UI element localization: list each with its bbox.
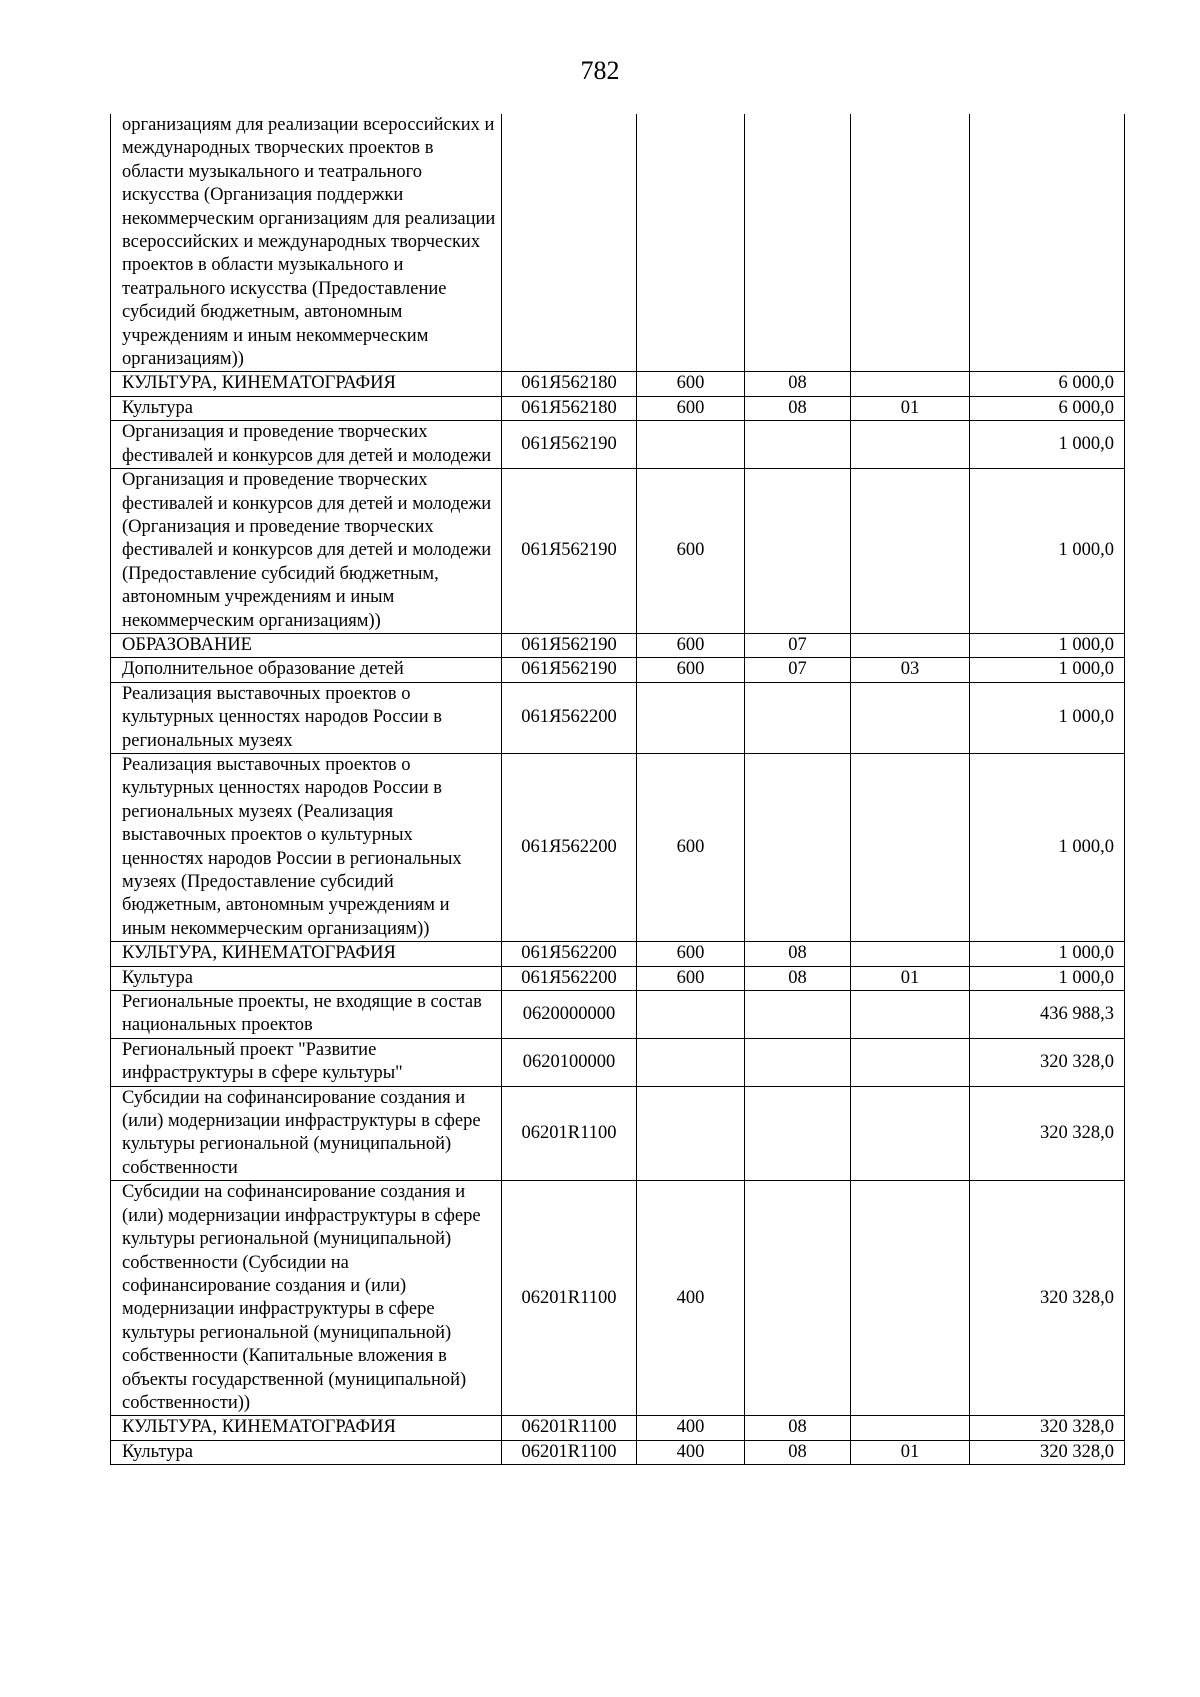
row-name-cell: Региональный проект "Развитие инфраструктуры в сфере культуры" (111, 1038, 502, 1086)
row-amount-cell (970, 114, 1125, 372)
budget-table-body (111, 114, 1125, 1465)
row-section-cell (745, 1038, 851, 1086)
row-code-cell: 061Я562180 (502, 396, 637, 420)
row-subsection-cell: 01 (851, 966, 970, 990)
table-row (111, 469, 1125, 634)
table-row (111, 1086, 1125, 1181)
row-name-cell: Реализация выставочных проектов о культурных ценностях народов России в региональных музеях (111, 682, 502, 753)
row-subsection-cell (851, 372, 970, 396)
row-amount-cell: 320 328,0 (970, 1181, 1125, 1416)
row-amount-cell: 320 328,0 (970, 1038, 1125, 1086)
row-amount-cell: 1 000,0 (970, 753, 1125, 941)
table-row (111, 1038, 1125, 1086)
row-amount-cell: 1 000,0 (970, 421, 1125, 469)
row-amount-cell: 436 988,3 (970, 991, 1125, 1039)
table-row (111, 421, 1125, 469)
row-amount-cell: 320 328,0 (970, 1086, 1125, 1181)
row-section-cell (745, 991, 851, 1039)
row-name-cell: КУЛЬТУРА, КИНЕМАТОГРАФИЯ (111, 372, 502, 396)
row-subsection-cell (851, 753, 970, 941)
row-name-cell: Организация и проведение творческих фестивалей и конкурсов для детей и молодежи (Организация и проведение творческих фестивалей и конкурсов для детей и молодежи (Предоставление субсидий бюджетным, автономным учреждениям и иным некоммерческим организациям)) (111, 469, 502, 634)
row-subsection-cell (851, 1038, 970, 1086)
row-expense-type-cell (637, 114, 745, 372)
row-section-cell (745, 1086, 851, 1181)
table-row (111, 991, 1125, 1039)
row-code-cell: 061Я562190 (502, 421, 637, 469)
row-amount-cell: 320 328,0 (970, 1440, 1125, 1464)
row-amount-cell: 6 000,0 (970, 396, 1125, 420)
row-subsection-cell (851, 1416, 970, 1440)
table-row (111, 753, 1125, 941)
row-section-cell (745, 421, 851, 469)
row-code-cell: 061Я562200 (502, 942, 637, 966)
row-section-cell (745, 469, 851, 634)
row-expense-type-cell (637, 1086, 745, 1181)
row-name-cell: Культура (111, 396, 502, 420)
row-code-cell: 061Я562190 (502, 658, 637, 682)
row-expense-type-cell: 400 (637, 1440, 745, 1464)
row-code-cell: 061Я562200 (502, 753, 637, 941)
row-section-cell (745, 1181, 851, 1416)
row-name-cell: Организация и проведение творческих фестивалей и конкурсов для детей и молодежи (111, 421, 502, 469)
row-code-cell: 061Я562200 (502, 966, 637, 990)
table-row (111, 396, 1125, 420)
row-code-cell: 061Я562190 (502, 469, 637, 634)
row-amount-cell: 320 328,0 (970, 1416, 1125, 1440)
budget-table (110, 114, 1125, 1465)
row-amount-cell: 6 000,0 (970, 372, 1125, 396)
row-code-cell: 0620100000 (502, 1038, 637, 1086)
table-row (111, 682, 1125, 753)
row-subsection-cell: 01 (851, 396, 970, 420)
row-name-cell: Реализация выставочных проектов о культурных ценностях народов России в региональных музеях (Реализация выставочных проектов о культурных ценностях народов России в региональных музеях (Предоставление субсидий бюджетным, автономным учреждениям и иным некоммерческим организациям)) (111, 753, 502, 941)
table-row (111, 966, 1125, 990)
table-row (111, 1416, 1125, 1440)
row-subsection-cell (851, 682, 970, 753)
row-section-cell: 08 (745, 1440, 851, 1464)
row-expense-type-cell (637, 1038, 745, 1086)
row-name-cell: КУЛЬТУРА, КИНЕМАТОГРАФИЯ (111, 942, 502, 966)
row-subsection-cell (851, 1181, 970, 1416)
row-expense-type-cell: 400 (637, 1416, 745, 1440)
row-name-cell: Культура (111, 966, 502, 990)
row-expense-type-cell: 400 (637, 1181, 745, 1416)
row-expense-type-cell (637, 421, 745, 469)
row-section-cell: 08 (745, 1416, 851, 1440)
row-section-cell: 07 (745, 633, 851, 657)
row-subsection-cell (851, 469, 970, 634)
row-name-cell: организациям для реализации всероссийских и международных творческих проектов в области музыкального и театрального искусства (Организация поддержки некоммерческим организациям для реализации всероссийских и международных творческих проектов в области музыкального и театрального искусства (Предоставление субсидий бюджетным, автономным учреждениям и иным некоммерческим организациям)) (111, 114, 502, 372)
row-expense-type-cell: 600 (637, 372, 745, 396)
table-row (111, 633, 1125, 657)
row-amount-cell: 1 000,0 (970, 633, 1125, 657)
row-subsection-cell (851, 421, 970, 469)
row-subsection-cell (851, 633, 970, 657)
row-section-cell: 08 (745, 942, 851, 966)
row-code-cell: 061Я562180 (502, 372, 637, 396)
row-name-cell: Культура (111, 1440, 502, 1464)
row-name-cell: ОБРАЗОВАНИЕ (111, 633, 502, 657)
row-code-cell: 0620000000 (502, 991, 637, 1039)
row-subsection-cell (851, 114, 970, 372)
page-number: 782 (580, 56, 620, 85)
row-amount-cell: 1 000,0 (970, 942, 1125, 966)
row-section-cell (745, 682, 851, 753)
row-section-cell: 08 (745, 966, 851, 990)
row-expense-type-cell: 600 (637, 633, 745, 657)
row-code-cell: 061Я562190 (502, 633, 637, 657)
row-expense-type-cell: 600 (637, 966, 745, 990)
row-name-cell: Региональные проекты, не входящие в состав национальных проектов (111, 991, 502, 1039)
row-name-cell: Дополнительное образование детей (111, 658, 502, 682)
row-name-cell: КУЛЬТУРА, КИНЕМАТОГРАФИЯ (111, 1416, 502, 1440)
table-row (111, 1181, 1125, 1416)
row-section-cell: 08 (745, 372, 851, 396)
row-section-cell: 08 (745, 396, 851, 420)
row-expense-type-cell (637, 991, 745, 1039)
table-row (111, 658, 1125, 682)
row-name-cell: Субсидии на софинансирование создания и (или) модернизации инфраструктуры в сфере культуры региональной (муниципальной) собственности (111, 1086, 502, 1181)
table-row (111, 372, 1125, 396)
row-amount-cell: 1 000,0 (970, 966, 1125, 990)
row-subsection-cell (851, 991, 970, 1039)
row-amount-cell: 1 000,0 (970, 469, 1125, 634)
table-row (111, 942, 1125, 966)
row-section-cell (745, 753, 851, 941)
row-code-cell: 06201R1100 (502, 1440, 637, 1464)
row-code-cell: 061Я562200 (502, 682, 637, 753)
row-expense-type-cell: 600 (637, 658, 745, 682)
row-section-cell: 07 (745, 658, 851, 682)
row-code-cell: 06201R1100 (502, 1416, 637, 1440)
table-row (111, 1440, 1125, 1464)
row-expense-type-cell: 600 (637, 396, 745, 420)
row-expense-type-cell (637, 682, 745, 753)
row-expense-type-cell: 600 (637, 469, 745, 634)
table-row (111, 114, 1125, 372)
row-amount-cell: 1 000,0 (970, 658, 1125, 682)
row-code-cell: 06201R1100 (502, 1086, 637, 1181)
row-code-cell (502, 114, 637, 372)
row-name-cell: Субсидии на софинансирование создания и (или) модернизации инфраструктуры в сфере культуры региональной (муниципальной) собственности (Субсидии на софинансирование создания и (или) модернизации инфраструктуры в сфере культуры региональной (муниципальной) собственности (Капитальные вложения в объекты государственной (муниципальной) собственности)) (111, 1181, 502, 1416)
row-expense-type-cell: 600 (637, 942, 745, 966)
row-section-cell (745, 114, 851, 372)
row-subsection-cell (851, 942, 970, 966)
row-code-cell: 06201R1100 (502, 1181, 637, 1416)
row-subsection-cell (851, 1086, 970, 1181)
row-subsection-cell: 03 (851, 658, 970, 682)
row-subsection-cell: 01 (851, 1440, 970, 1464)
row-expense-type-cell: 600 (637, 753, 745, 941)
row-amount-cell: 1 000,0 (970, 682, 1125, 753)
